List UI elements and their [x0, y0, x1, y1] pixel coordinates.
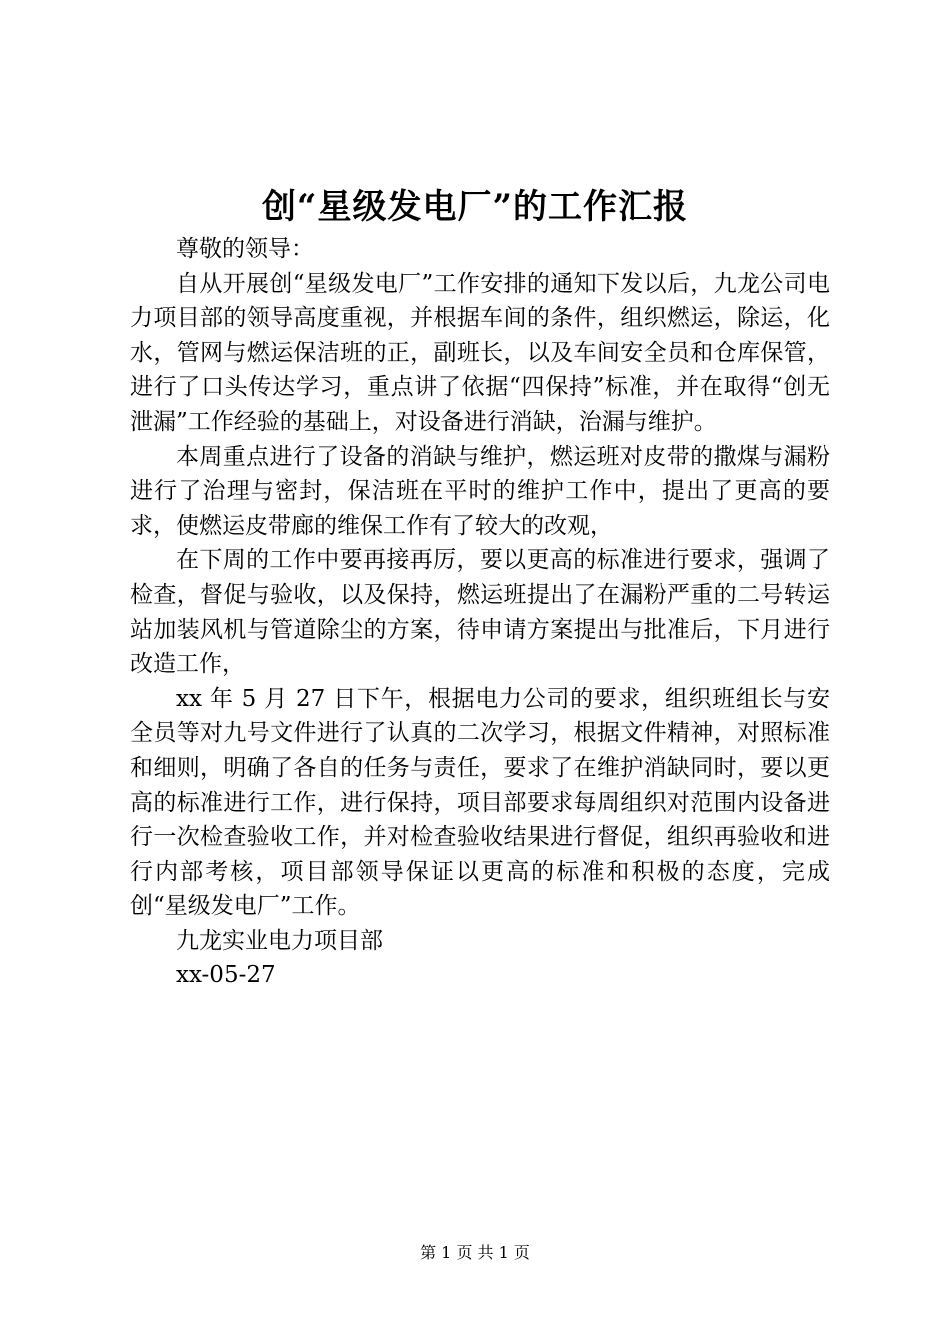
signature: 九龙实业电力项目部: [176, 927, 383, 954]
paragraph-3: 在下周的工作中要再接再厉，要以更高的标准进行要求，强调了检查，督促与验收，以及保持，燃运班提出了在漏粉严重的二号转运站加装风机与管道除尘的方案，待申请方案提出与批准后，下月进行改造工作，: [130, 547, 830, 678]
salutation: 尊敬的领导：: [176, 236, 314, 262]
document-body: [130, 232, 830, 993]
paragraph-4: xx 年 5 月 27 日下午，根据电力公司的要求，组织班组长与安全员等对九号文件进行了认真的二次学习，根据文件精神，对照标准和细则，明确了各自的任务与责任，要求了在维护消缺同时，要以更高的标准进行工作，进行保持，项目部要求每周组织对范围内设备进行一次检查验收工作，并对检查验收结果进行督促，组织再验收和进行内部考核，项目部领导保证以更高的标准和积极的态度，完成创“星级发电厂”工作。: [130, 685, 830, 920]
paragraph-2: 本周重点进行了设备的消缺与维护，燃运班对皮带的撒煤与漏粉进行了治理与密封，保洁班在平时的维护工作中，提出了更高的要求，使燃运皮带廊的维保工作有了较大的改观，: [130, 443, 830, 539]
paragraph-1: 自从开展创“星级发电厂”工作安排的通知下发以后，九龙公司电力项目部的领导高度重视，并根据车间的条件，组织燃运，除运，化水，管网与燃运保洁班的正，副班长，以及车间安全员和仓库保管，进行了口头传达学习，重点讲了依据“四保持”标准，并在取得“创无泄漏”工作经验的基础上，对设备进行消缺，治漏与维护。: [130, 270, 830, 435]
date: xx-05-27: [176, 962, 276, 989]
document-title: 创“星级发电厂”的工作汇报: [261, 187, 689, 227]
page-number: 第 1 页 共 1 页: [420, 1243, 530, 1262]
